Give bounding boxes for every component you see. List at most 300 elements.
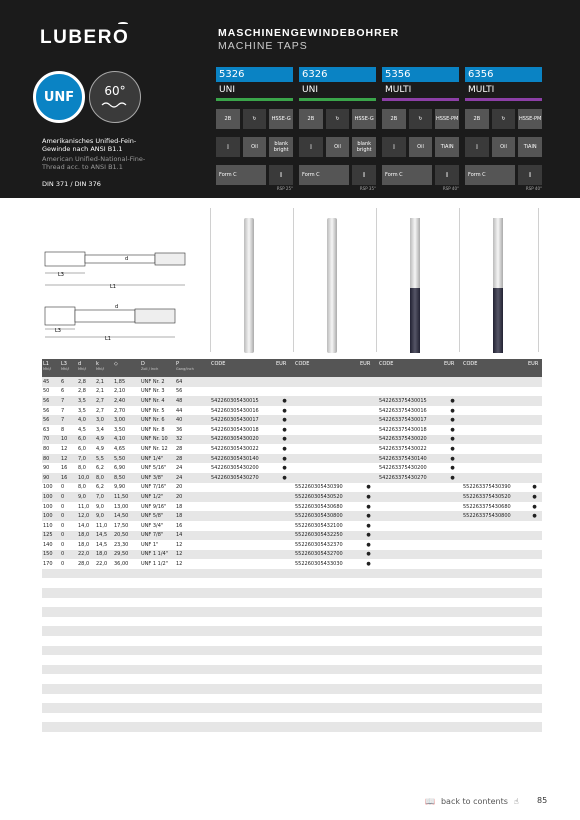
tolerance-badge: 2B <box>216 109 240 129</box>
table-row <box>42 559 542 569</box>
material-badge: HSSE-PM <box>435 109 459 129</box>
table-cell <box>77 607 95 617</box>
table-cell: 4,5 <box>77 425 95 435</box>
table-cell: 90 <box>42 473 60 483</box>
table-cell <box>210 578 275 588</box>
table-row <box>42 521 542 531</box>
table-cell <box>60 722 77 732</box>
table-cell: 50 <box>42 387 60 397</box>
table-cell: ● <box>443 435 462 445</box>
table-cell <box>462 415 527 425</box>
table-cell <box>378 636 443 646</box>
table-cell <box>275 492 294 502</box>
form-badge: Form C <box>382 165 432 185</box>
table-cell: 29,50 <box>113 550 140 560</box>
type-color-bar <box>299 98 376 101</box>
table-cell <box>175 588 210 598</box>
coating-badge: blank bright <box>269 137 293 157</box>
column-header-label: EUR <box>444 361 455 367</box>
table-cell <box>275 483 294 493</box>
table-cell: 56 <box>42 415 60 425</box>
table-cell <box>527 655 542 665</box>
table-cell <box>527 732 542 742</box>
table-cell <box>294 713 359 723</box>
product-code: 6326 <box>299 67 376 82</box>
table-cell: 110 <box>42 521 60 531</box>
table-cell <box>42 655 60 665</box>
table-cell <box>443 502 462 512</box>
table-cell <box>294 607 359 617</box>
table-cell <box>294 415 359 425</box>
table-cell <box>113 569 140 579</box>
table-cell <box>294 665 359 675</box>
table-cell <box>42 598 60 608</box>
table-cell <box>294 703 359 713</box>
table-cell: UNF Nr. 4 <box>140 396 175 406</box>
table-cell: ● <box>359 559 378 569</box>
table-cell <box>527 598 542 608</box>
table-cell <box>462 665 527 675</box>
table-cell <box>140 684 175 694</box>
table-cell <box>77 598 95 608</box>
table-cell: 552263375430390 <box>462 483 527 493</box>
table-cell <box>378 550 443 560</box>
table-cell <box>95 732 113 742</box>
table-cell <box>113 674 140 684</box>
table-cell: 7,0 <box>95 492 113 502</box>
table-cell <box>77 703 95 713</box>
table-cell: ● <box>527 511 542 521</box>
table-cell: 7,0 <box>77 454 95 464</box>
table-cell: 542260305430018 <box>210 425 275 435</box>
table-cell <box>527 396 542 406</box>
table-cell <box>113 626 140 636</box>
table-cell: 0 <box>60 550 77 560</box>
table-cell: ● <box>359 502 378 512</box>
table-cell <box>378 588 443 598</box>
table-cell <box>77 732 95 742</box>
back-to-contents-link[interactable] <box>425 797 519 806</box>
table-cell <box>275 646 294 656</box>
table-cell <box>113 588 140 598</box>
table-cell: 8,0 <box>77 483 95 493</box>
table-cell <box>378 617 443 627</box>
table-cell <box>42 636 60 646</box>
table-cell: 11,0 <box>95 521 113 531</box>
table-cell <box>60 665 77 675</box>
table-cell: 6,2 <box>95 483 113 493</box>
table-cell <box>378 607 443 617</box>
table-cell <box>378 569 443 579</box>
table-cell <box>60 636 77 646</box>
table-cell <box>60 626 77 636</box>
table-header-row <box>42 359 542 377</box>
table-cell: ● <box>443 463 462 473</box>
table-cell: 8,50 <box>113 473 140 483</box>
table-cell <box>443 377 462 387</box>
table-cell <box>275 540 294 550</box>
table-row <box>42 463 542 473</box>
table-cell <box>443 598 462 608</box>
table-cell <box>359 444 378 454</box>
table-cell <box>42 607 60 617</box>
table-cell: 14,0 <box>77 521 95 531</box>
table-cell <box>140 578 175 588</box>
table-cell <box>140 713 175 723</box>
table-cell <box>210 684 275 694</box>
table-row <box>42 454 542 464</box>
table-cell <box>77 684 95 694</box>
table-cell <box>113 694 140 704</box>
table-cell: 45 <box>42 377 60 387</box>
table-cell: 16 <box>175 521 210 531</box>
table-cell <box>378 531 443 541</box>
table-cell: 5,5 <box>95 454 113 464</box>
table-cell: 552260305433030 <box>294 559 359 569</box>
table-cell <box>175 713 210 723</box>
tap-image-1 <box>210 208 290 352</box>
table-cell <box>60 694 77 704</box>
table-cell <box>294 406 359 416</box>
table-cell: 3,4 <box>95 425 113 435</box>
table-cell <box>462 425 527 435</box>
table-cell <box>378 732 443 742</box>
tap-image-4 <box>459 208 539 352</box>
table-cell <box>462 463 527 473</box>
table-cell <box>462 550 527 560</box>
table-cell <box>527 578 542 588</box>
table-cell <box>60 713 77 723</box>
table-cell <box>294 473 359 483</box>
table-row-empty <box>42 598 542 608</box>
table-cell: 14,50 <box>113 511 140 521</box>
product-column-6356 <box>465 67 542 191</box>
table-cell <box>42 732 60 742</box>
table-cell <box>77 655 95 665</box>
table-cell <box>42 588 60 598</box>
table-cell <box>294 626 359 636</box>
table-cell <box>113 713 140 723</box>
table-cell: ● <box>443 473 462 483</box>
table-cell: ● <box>275 435 294 445</box>
table-cell <box>113 665 140 675</box>
table-cell: ● <box>359 540 378 550</box>
table-cell <box>210 521 275 531</box>
column-header-unit: Mhl/l <box>43 367 52 371</box>
table-cell <box>462 732 527 742</box>
table-cell <box>527 665 542 675</box>
table-cell: 2,10 <box>113 387 140 397</box>
table-cell <box>60 588 77 598</box>
table-cell <box>113 598 140 608</box>
form-badge: Form C <box>465 165 515 185</box>
table-cell <box>113 684 140 694</box>
table-row <box>42 531 542 541</box>
table-cell <box>378 684 443 694</box>
table-cell <box>175 655 210 665</box>
table-cell <box>210 550 275 560</box>
table-cell <box>443 732 462 742</box>
table-cell: 2,8 <box>77 387 95 397</box>
table-cell <box>175 636 210 646</box>
diagram-d-label-2: d <box>115 304 119 310</box>
table-cell <box>359 674 378 684</box>
table-cell: UNF 5/16" <box>140 463 175 473</box>
table-cell: 18 <box>175 511 210 521</box>
table-cell <box>140 703 175 713</box>
table-cell <box>175 722 210 732</box>
table-cell: 28,0 <box>77 559 95 569</box>
table-cell <box>42 703 60 713</box>
table-cell: 5,50 <box>113 454 140 464</box>
title-de: MASCHINENGEWINDEBOHRER <box>218 27 400 39</box>
coating-badge: TiAlN <box>435 137 459 157</box>
column-header <box>359 359 378 377</box>
table-cell <box>359 435 378 445</box>
table-cell <box>275 636 294 646</box>
lubricant-badge: Oil <box>492 137 516 157</box>
workpiece-icon: ▯ <box>216 137 240 157</box>
table-cell <box>443 722 462 732</box>
table-cell: 56 <box>175 387 210 397</box>
table-cell <box>359 722 378 732</box>
table-cell: 16 <box>60 473 77 483</box>
product-images <box>0 200 580 355</box>
table-cell: 4,10 <box>113 435 140 445</box>
table-cell <box>140 674 175 684</box>
table-cell: 542260305430015 <box>210 396 275 406</box>
product-type: MULTI <box>468 85 495 95</box>
table-cell <box>275 569 294 579</box>
table-cell <box>42 626 60 636</box>
table-cell <box>77 694 95 704</box>
table-cell <box>210 703 275 713</box>
table-cell <box>462 377 527 387</box>
table-cell <box>42 617 60 627</box>
table-cell <box>140 646 175 656</box>
table-cell <box>175 665 210 675</box>
workpiece-icon: ▯ <box>299 137 323 157</box>
spiral-flute-icon: ∥ <box>518 165 542 185</box>
table-cell <box>210 598 275 608</box>
table-cell: 36 <box>175 425 210 435</box>
table-cell <box>113 646 140 656</box>
table-cell: UNF 1 1/2" <box>140 559 175 569</box>
table-cell <box>443 684 462 694</box>
column-header-unit: Mhl/l <box>96 367 105 371</box>
column-header-label: d <box>78 361 82 367</box>
table-cell: 0 <box>60 540 77 550</box>
table-cell: 70 <box>42 435 60 445</box>
table-cell <box>378 694 443 704</box>
table-cell: ● <box>443 396 462 406</box>
table-cell <box>95 626 113 636</box>
table-cell <box>42 684 60 694</box>
table-cell <box>175 674 210 684</box>
tolerance-badge: 2B <box>299 109 323 129</box>
table-cell <box>210 502 275 512</box>
table-cell <box>275 665 294 675</box>
table-cell <box>113 636 140 646</box>
column-header <box>527 359 542 377</box>
table-cell: ● <box>275 396 294 406</box>
brand-logo: LUBERO <box>40 27 130 48</box>
table-cell: 552260305432100 <box>294 521 359 531</box>
table-cell <box>275 502 294 512</box>
table-cell: UNF Nr. 12 <box>140 444 175 454</box>
table-row <box>42 387 542 397</box>
table-cell <box>95 713 113 723</box>
table-cell <box>275 377 294 387</box>
back-to-contents-label: back to contents <box>440 797 508 806</box>
table-cell <box>443 703 462 713</box>
table-cell: 4,65 <box>113 444 140 454</box>
table-cell <box>60 617 77 627</box>
table-cell <box>210 655 275 665</box>
table-cell: 6,0 <box>77 435 95 445</box>
angle-label: 60° <box>104 84 126 98</box>
table-cell <box>140 636 175 646</box>
table-cell <box>95 607 113 617</box>
table-row-empty <box>42 713 542 723</box>
table-cell <box>95 598 113 608</box>
table-cell <box>359 377 378 387</box>
table-cell <box>462 598 527 608</box>
column-header <box>42 359 60 377</box>
table-cell <box>443 483 462 493</box>
table-cell: ● <box>443 406 462 416</box>
table-cell <box>462 636 527 646</box>
form-badge: Form C <box>299 165 349 185</box>
table-cell <box>175 703 210 713</box>
table-cell <box>140 655 175 665</box>
table-cell <box>359 646 378 656</box>
table-cell: 6 <box>60 387 77 397</box>
table-cell <box>527 713 542 723</box>
table-cell <box>294 377 359 387</box>
rake-angle-label: RSP 25° <box>276 186 293 191</box>
table-cell <box>175 578 210 588</box>
table-cell <box>275 655 294 665</box>
table-cell <box>359 655 378 665</box>
table-cell <box>113 703 140 713</box>
table-cell <box>210 607 275 617</box>
column-header <box>378 359 443 377</box>
table-cell <box>95 569 113 579</box>
table-cell <box>527 559 542 569</box>
table-cell <box>462 646 527 656</box>
table-cell <box>175 607 210 617</box>
table-cell: 0 <box>60 559 77 569</box>
table-cell <box>359 732 378 742</box>
table-cell <box>42 674 60 684</box>
table-cell: ● <box>443 425 462 435</box>
table-cell <box>378 521 443 531</box>
spiral-flute-icon: ∥ <box>269 165 293 185</box>
table-cell: 0 <box>60 511 77 521</box>
table-cell: 542260305430020 <box>210 435 275 445</box>
product-code: 6356 <box>465 67 542 82</box>
table-cell <box>359 578 378 588</box>
diagram-l3-label: L3 <box>58 272 64 278</box>
table-cell: UNF 3/8" <box>140 473 175 483</box>
page-header <box>0 0 580 198</box>
table-cell: 24 <box>175 473 210 483</box>
table-cell: ● <box>359 511 378 521</box>
table-cell <box>359 636 378 646</box>
table-cell <box>294 444 359 454</box>
table-cell: ● <box>359 550 378 560</box>
table-cell: 90 <box>42 463 60 473</box>
table-cell <box>42 578 60 588</box>
table-cell: 6 <box>60 377 77 387</box>
table-cell <box>378 578 443 588</box>
table-cell <box>527 377 542 387</box>
table-cell: 552260305430800 <box>294 511 359 521</box>
table-cell <box>378 377 443 387</box>
table-cell <box>462 674 527 684</box>
table-row-empty <box>42 636 542 646</box>
table-cell <box>378 655 443 665</box>
table-cell: 80 <box>42 454 60 464</box>
table-cell <box>527 406 542 416</box>
table-cell <box>359 473 378 483</box>
table-cell <box>378 483 443 493</box>
table-cell: 542263375430015 <box>378 396 443 406</box>
table-cell: 18,0 <box>77 531 95 541</box>
table-cell: 100 <box>42 492 60 502</box>
rotation-icon: ↻ <box>492 109 516 129</box>
table-cell <box>42 713 60 723</box>
table-cell <box>275 511 294 521</box>
table-cell <box>42 665 60 675</box>
table-cell: 0 <box>60 521 77 531</box>
table-cell <box>60 578 77 588</box>
table-cell <box>275 387 294 397</box>
table-cell <box>113 655 140 665</box>
table-row-empty <box>42 732 542 742</box>
table-cell: 9,0 <box>95 502 113 512</box>
table-cell: 18 <box>175 502 210 512</box>
column-header-label: CODE <box>295 361 310 367</box>
table-cell <box>140 607 175 617</box>
table-cell <box>359 626 378 636</box>
table-cell: 13,00 <box>113 502 140 512</box>
table-row-empty <box>42 646 542 656</box>
table-cell: 542263375430140 <box>378 454 443 464</box>
table-cell <box>140 569 175 579</box>
table-cell <box>527 569 542 579</box>
table-cell <box>359 454 378 464</box>
column-header-label: L1 <box>43 361 49 367</box>
table-cell: 56 <box>42 396 60 406</box>
table-row <box>42 502 542 512</box>
table-cell <box>60 703 77 713</box>
table-cell: 2,7 <box>95 406 113 416</box>
table-cell <box>462 607 527 617</box>
table-cell <box>443 713 462 723</box>
table-cell <box>443 531 462 541</box>
table-cell <box>462 387 527 397</box>
table-cell <box>60 674 77 684</box>
column-header-label: L3 <box>61 361 67 367</box>
product-column-5356 <box>382 67 459 191</box>
table-cell <box>175 646 210 656</box>
table-cell <box>77 617 95 627</box>
table-cell <box>210 636 275 646</box>
table-cell: 542260305430022 <box>210 444 275 454</box>
table-cell <box>95 588 113 598</box>
